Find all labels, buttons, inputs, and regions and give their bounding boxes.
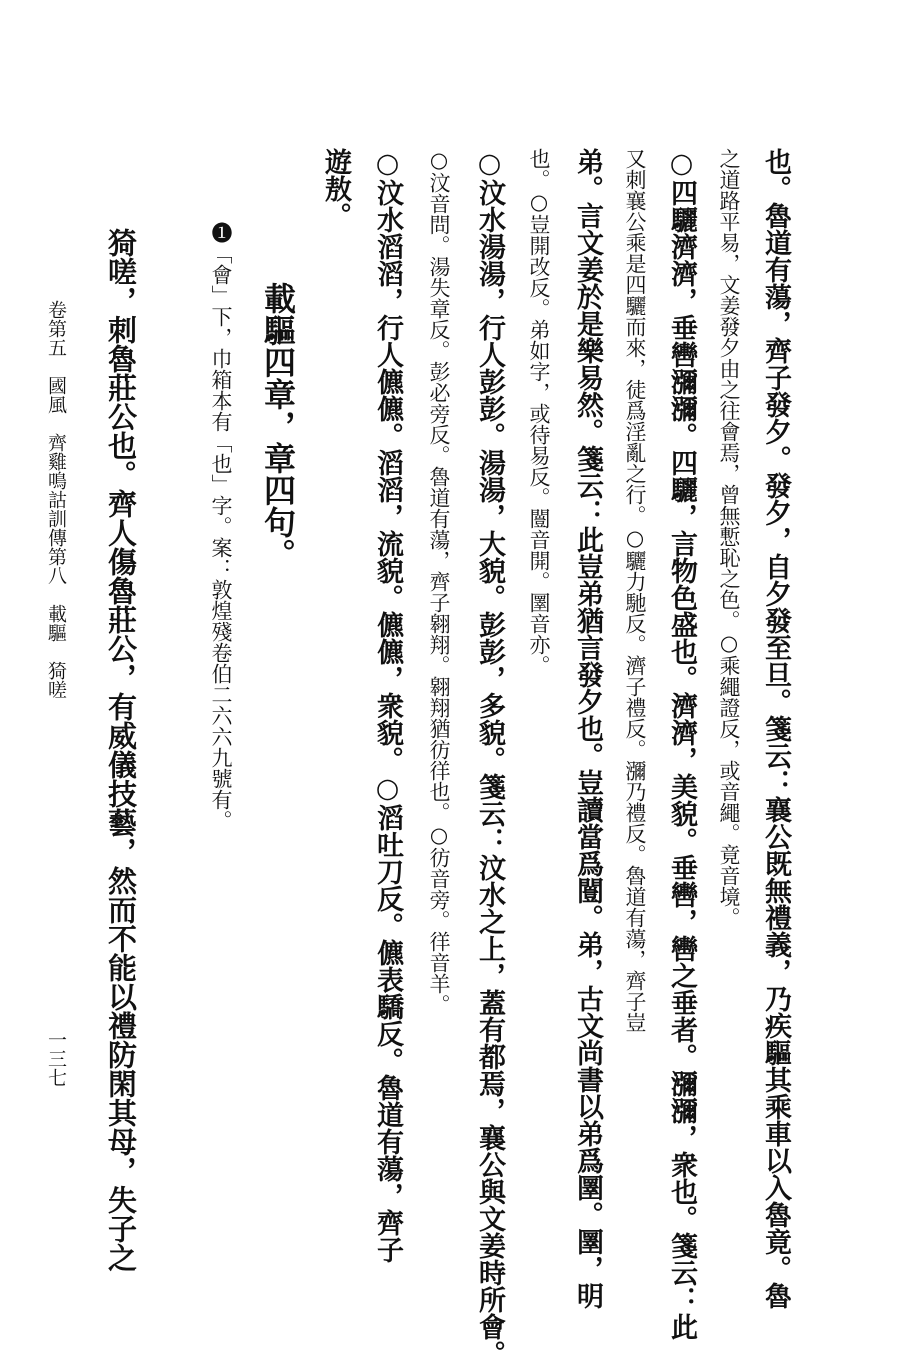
next-poem-intro: 猗嗟，刺魯莊公也。齊人傷魯莊公，有威儀技藝，然而不能以禮防閑其母，失子之 (104, 228, 138, 1272)
running-title: 卷第五 國風 齊雞鳴詁訓傳第八 載驅 猗嗟 (45, 300, 67, 699)
text-column: 又刺襄公乘是四驪而來，徒爲淫亂之行。○驪力馳反。濟子禮反。瀰乃禮反。魯道有蕩，齊子豈 (623, 148, 647, 1033)
text-column: ○汶水滔滔，行人儦儦。滔滔，流貌。儦儦，衆貌。○滔吐刀反。儦表驕反。魯道有蕩，齊子 (372, 148, 403, 1263)
footnote: ❶「會」下，巾箱本有「也」字。案：敦煌殘卷伯二六六九號有。 (209, 222, 233, 831)
text-column: 也。○豈開改反。弟如字，或待易反。闓音開。圛音亦。 (527, 148, 551, 676)
text-column: ○汶音問。湯失章反。彭必旁反。魯道有蕩，齊子翱翔。翱翔猶彷徉也。○彷音旁。徉音羊。 (427, 148, 451, 1015)
text-column: 也。魯道有蕩，齊子發夕。發夕，自夕發至旦。箋云：襄公既無禮義，乃疾驅其乘車以入魯竟。魯 (760, 148, 791, 1309)
text-column: 遊敖。 (320, 148, 351, 229)
section-heading: 載驅四章，章四句。 (259, 282, 297, 570)
text-column: 弟。言文姜於是樂易然。箋云：此豈弟猶言發夕也。豈讀當爲闓。弟，古文尚書以弟爲圛。圛，明 (572, 148, 603, 1309)
text-column: ○四驪濟濟，垂轡瀰瀰。四驪，言物色盛也。濟濟，美貌。垂轡，轡之垂者。瀰瀰，衆也。箋云：此 (666, 148, 697, 1340)
text-column: 之道路平易，文姜發夕由之往會焉，曾無慙恥之色。○乘繩證反，或音繩。竟音境。 (717, 148, 741, 928)
text-column: ○汶水湯湯，行人彭彭。湯湯，大貌。彭彭，多貌。箋云：汶水之上，蓋有都焉，襄公與文姜時所會。 (474, 148, 505, 1367)
page-number: 一三七 (45, 1030, 67, 1087)
